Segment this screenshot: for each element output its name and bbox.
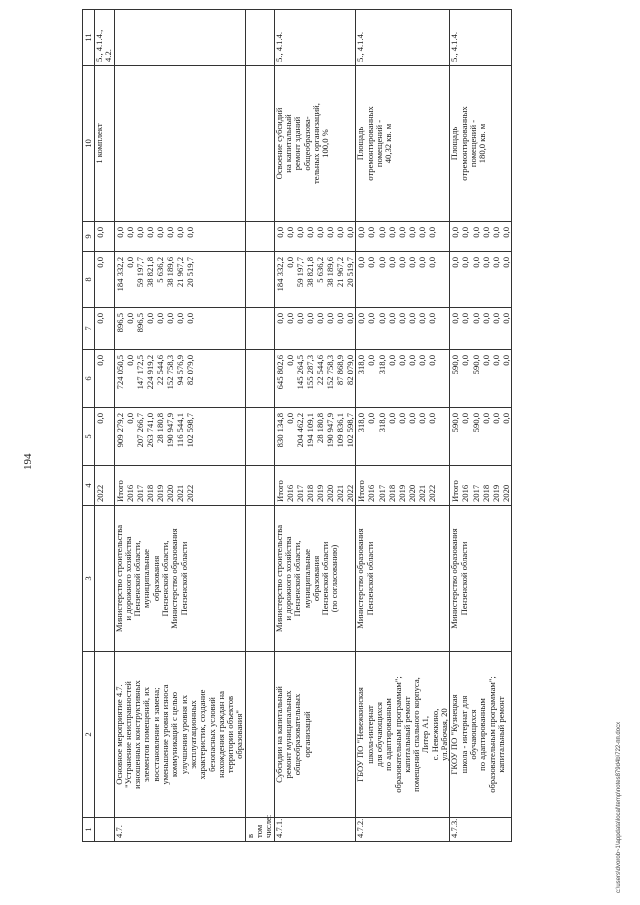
amount-cell-c7-value: 0,0 (315, 313, 326, 324)
indicator-cell: Освоение субсидий на капитальный ремонт зданий общеобразова- тельных организаций, 100,0 % (274, 66, 356, 222)
executor-cell: Министерство образования Пензенской области (356, 506, 450, 652)
continuation-row (95, 10, 115, 842)
amount-cell-c9 (450, 222, 512, 252)
amount-cell-c6-value: 145 264,5 (294, 355, 305, 390)
amount-cell-c9-value: 0,0 (294, 227, 305, 238)
year-cell-value: 2017 (134, 484, 145, 502)
header-cell-2: 2 (83, 652, 95, 818)
amount-cell-c9-value: 0,0 (284, 227, 295, 238)
indicator-cell: 1 комплект (95, 66, 115, 222)
header-cell-5: 5 (83, 408, 95, 466)
year-cell-value: 2022 (185, 484, 196, 502)
amount-cell-c5-value: 0,0 (124, 413, 135, 424)
amount-cell-c9-value: 0,0 (490, 227, 501, 238)
amount-cell-c9 (95, 222, 115, 252)
year-cell-value: 2018 (386, 484, 397, 502)
year-cell-value: 2021 (335, 484, 346, 502)
amount-cell-c7-value: 0,0 (356, 313, 367, 324)
program-table (82, 9, 512, 842)
amount-cell-c8-value: 38 821,8 (304, 257, 315, 288)
amount-cell-c9 (356, 222, 450, 252)
row-number: в том числе: (245, 818, 274, 842)
year-cell-value: 2022 (95, 484, 105, 502)
amount-cell-c8-value: 0,0 (366, 257, 377, 268)
amount-cell-c7-value: 0,0 (386, 313, 397, 324)
year-cell-value: 2018 (304, 484, 315, 502)
year-cell-value: 2016 (366, 484, 377, 502)
amount-cell-c9-value: 0,0 (325, 227, 336, 238)
empty-cell (95, 506, 115, 652)
amount-cell-c8 (245, 252, 274, 308)
amount-cell-c7 (274, 308, 356, 350)
amount-cell-c8 (450, 252, 512, 308)
year-cell (356, 466, 450, 506)
amount-cell-c6-value: 22 544,6 (154, 355, 165, 386)
year-cell-value: 2020 (325, 484, 336, 502)
amount-cell-c9-value: 0,0 (376, 227, 387, 238)
amount-cell-c7-value: 0,0 (165, 313, 176, 324)
amount-cell-c9-value: 0,0 (165, 227, 176, 238)
amount-cell-c5-value: 190 947,9 (325, 413, 336, 448)
amount-cell-c6-value: 0,0 (427, 355, 438, 366)
amount-cell-c5-value: 116 544,1 (175, 413, 186, 448)
amount-cell-c7-value: 0,0 (144, 313, 155, 324)
year-cell (274, 466, 356, 506)
executor-cell: Министерство образования Пензенской области (450, 506, 512, 652)
amount-cell-c7 (450, 308, 512, 350)
amount-cell-c7-value: 0,0 (416, 313, 427, 324)
year-cell-value: 2019 (490, 484, 501, 502)
amount-cell-c8-value: 20 519,7 (185, 257, 196, 288)
amount-cell-c6-value: 87 868,9 (335, 355, 346, 386)
amount-cell-c6-value: 318,0 (356, 355, 367, 375)
empty-cell (95, 818, 115, 842)
table-row (245, 10, 274, 842)
amount-cell-c5 (114, 408, 245, 466)
amount-cell-c8-value: 0,0 (95, 257, 105, 268)
amount-cell-c5 (245, 408, 274, 466)
amount-cell-c9-value: 0,0 (134, 227, 145, 238)
amount-cell-c7 (245, 308, 274, 350)
amount-cell-c9-value: 0,0 (470, 227, 481, 238)
amount-cell-c9-value: 0,0 (154, 227, 165, 238)
amount-cell-c8-value: 0,0 (406, 257, 417, 268)
amount-cell-c7-value: 0,0 (376, 313, 387, 324)
amount-cell-c7-value: 0,0 (325, 313, 336, 324)
amount-cell-c9-value: 0,0 (175, 227, 186, 238)
amount-cell-c5-value: 0,0 (406, 413, 417, 424)
year-cell-value: Итого (274, 480, 285, 502)
row-number: 4.7.2. (356, 818, 450, 842)
row-number: 4.7.3. (450, 818, 512, 842)
amount-cell-c9-value: 0,0 (114, 227, 125, 238)
amount-cell-c8 (95, 252, 115, 308)
amount-cell-c7-value: 0,0 (345, 313, 356, 324)
header-cell-7: 7 (83, 308, 95, 350)
amount-cell-c8-value: 0,0 (427, 257, 438, 268)
reference-cell: 5., 4.1.4. (356, 10, 450, 66)
amount-cell-c9-value: 0,0 (144, 227, 155, 238)
measure-name: ГБОУ ПО "Невежкинская школа-интернат для обучающихся по адаптированным образовательным программам"; капитальный ремонт помещений спального корпуса, Литер А1, с. Невежкино, ул.Рабочая, 20 (356, 652, 450, 818)
amount-cell-c7 (114, 308, 245, 350)
amount-cell-c6-value: 318,0 (376, 355, 387, 375)
amount-cell-c5-value: 0,0 (386, 413, 397, 424)
indicator-cell: Площадь отремонтированных помещений - 180,0 кв. м (450, 66, 512, 222)
amount-cell-c6-value: 152 758,3 (165, 355, 176, 390)
amount-cell-c9-value: 0,0 (95, 227, 105, 238)
amount-cell-c8-value: 0,0 (480, 257, 491, 268)
amount-cell-c8-value: 0,0 (416, 257, 427, 268)
amount-cell-c8 (274, 252, 356, 308)
amount-cell-c8-value: 0,0 (386, 257, 397, 268)
amount-cell-c8-value: 184 332,2 (274, 257, 285, 292)
amount-cell-c8-value: 0,0 (356, 257, 367, 268)
year-cell-value: 2020 (406, 484, 417, 502)
measure-name: Субсидии на капитальный ремонт муниципальных общеобразовательных организаций (274, 652, 356, 818)
amount-cell-c6 (274, 350, 356, 408)
year-cell (245, 466, 274, 506)
amount-cell-c6 (356, 350, 450, 408)
amount-cell-c9-value: 0,0 (416, 227, 427, 238)
amount-cell-c5 (450, 408, 512, 466)
amount-cell-c9-value: 0,0 (315, 227, 326, 238)
amount-cell-c6 (450, 350, 512, 408)
header-cell-4: 4 (83, 466, 95, 506)
amount-cell-c9-value: 0,0 (396, 227, 407, 238)
amount-cell-c7-value: 0,0 (95, 313, 105, 324)
amount-cell-c6 (245, 350, 274, 408)
amount-cell-c9-value: 0,0 (345, 227, 356, 238)
amount-cell-c9-value: 0,0 (427, 227, 438, 238)
amount-cell-c5-value: 102 598,7 (185, 413, 196, 448)
amount-cell-c8-value: 0,0 (450, 257, 461, 268)
year-cell-value: 2021 (175, 484, 186, 502)
amount-cell-c6-value: 0,0 (406, 355, 417, 366)
page-number: 194 (22, 453, 34, 470)
indicator-cell: Площадь отремонтированных помещений - 40,32 кв. м (356, 66, 450, 222)
amount-cell-c7-value: 0,0 (470, 313, 481, 324)
empty-cell (95, 652, 115, 818)
amount-cell-c5-value: 0,0 (500, 413, 511, 424)
year-cell-value: 2020 (165, 484, 176, 502)
amount-cell-c9-value: 0,0 (356, 227, 367, 238)
amount-cell-c9-value: 0,0 (450, 227, 461, 238)
year-cell-value: Итого (450, 480, 461, 502)
amount-cell-c6-value: 82 079,0 (185, 355, 196, 386)
header-row (83, 10, 95, 842)
amount-cell-c9-value: 0,0 (366, 227, 377, 238)
reference-cell: 5., 4.1.4. (274, 10, 356, 66)
amount-cell-c7-value: 0,0 (124, 313, 135, 324)
amount-cell-c8-value: 0,0 (460, 257, 471, 268)
amount-cell-c9-value: 0,0 (274, 227, 285, 238)
amount-cell-c6 (95, 350, 115, 408)
amount-cell-c7-value: 0,0 (500, 313, 511, 324)
amount-cell-c6-value: 0,0 (366, 355, 377, 366)
year-cell-value: 2016 (284, 484, 295, 502)
amount-cell-c5-value: 0,0 (416, 413, 427, 424)
amount-cell-c6-value: 224 919,2 (144, 355, 155, 390)
amount-cell-c7-value: 0,0 (396, 313, 407, 324)
table-row (450, 10, 512, 842)
amount-cell-c5-value: 0,0 (95, 413, 105, 424)
amount-cell-c6 (114, 350, 245, 408)
year-cell-value: 2022 (345, 484, 356, 502)
amount-cell-c8 (356, 252, 450, 308)
amount-cell-c7-value: 0,0 (175, 313, 186, 324)
amount-cell-c6-value: 645 802,6 (274, 355, 285, 390)
measure-name: ГКОУ ПО "Кузнецкая школа - интернат для обучающихся по адаптированным образовательным программам"; капитальный ремонт (450, 652, 512, 818)
measure-name (245, 652, 274, 818)
amount-cell-c5-value: 830 134,8 (274, 413, 285, 448)
header-cell-3: 3 (83, 506, 95, 652)
amount-cell-c7-value: 0,0 (335, 313, 346, 324)
amount-cell-c5-value: 194 109,1 (304, 413, 315, 448)
amount-cell-c6-value: 152 758,3 (325, 355, 336, 390)
amount-cell-c6-value: 147 172,5 (134, 355, 145, 390)
amount-cell-c5-value: 0,0 (284, 413, 295, 424)
amount-cell-c7-value: 0,0 (480, 313, 491, 324)
year-cell-value: 2020 (500, 484, 511, 502)
rotated-table-container (82, 10, 637, 842)
amount-cell-c6-value: 0,0 (95, 355, 105, 366)
amount-cell-c6-value: 0,0 (480, 355, 491, 366)
header-cell-9: 9 (83, 222, 95, 252)
amount-cell-c5-value: 0,0 (396, 413, 407, 424)
header-cell-8: 8 (83, 252, 95, 308)
amount-cell-c8-value: 0,0 (376, 257, 387, 268)
amount-cell-c8-value: 0,0 (284, 257, 295, 268)
amount-cell-c9-value: 0,0 (386, 227, 397, 238)
year-cell (450, 466, 512, 506)
amount-cell-c8-value: 21 967,2 (335, 257, 346, 288)
amount-cell-c7 (95, 308, 115, 350)
amount-cell-c7-value: 0,0 (304, 313, 315, 324)
amount-cell-c5 (95, 408, 115, 466)
amount-cell-c6-value: 590,0 (470, 355, 481, 375)
amount-cell-c7-value: 0,0 (450, 313, 461, 324)
amount-cell-c7 (356, 308, 450, 350)
amount-cell-c5 (356, 408, 450, 466)
year-cell-value: 2019 (154, 484, 165, 502)
row-number: 4.7.1. (274, 818, 356, 842)
amount-cell-c5-value: 0,0 (490, 413, 501, 424)
amount-cell-c8-value: 0,0 (470, 257, 481, 268)
amount-cell-c7-value: 896,5 (114, 313, 125, 333)
amount-cell-c9 (274, 222, 356, 252)
year-cell-value: 2017 (470, 484, 481, 502)
amount-cell-c5-value: 0,0 (427, 413, 438, 424)
year-cell-value: Итого (356, 480, 367, 502)
amount-cell-c6-value: 724 050,5 (114, 355, 125, 390)
amount-cell-c7-value: 0,0 (274, 313, 285, 324)
header-cell-6: 6 (83, 350, 95, 408)
amount-cell-c8-value: 20 519,7 (345, 257, 356, 288)
amount-cell-c6-value: 94 576,9 (175, 355, 186, 386)
amount-cell-c9-value: 0,0 (480, 227, 491, 238)
amount-cell-c9-value: 0,0 (460, 227, 471, 238)
amount-cell-c6-value: 0,0 (500, 355, 511, 366)
amount-cell-c7-value: 0,0 (406, 313, 417, 324)
year-cell-value: 2016 (124, 484, 135, 502)
amount-cell-c9 (245, 222, 274, 252)
year-cell (114, 466, 245, 506)
amount-cell-c5-value: 109 836,1 (335, 413, 346, 448)
amount-cell-c6-value: 0,0 (124, 355, 135, 366)
amount-cell-c5-value: 204 462,2 (294, 413, 305, 448)
amount-cell-c7-value: 0,0 (366, 313, 377, 324)
amount-cell-c8-value: 184 332,2 (114, 257, 125, 292)
year-cell-value: 2019 (396, 484, 407, 502)
year-cell-value: Итого (114, 480, 125, 502)
amount-cell-c5-value: 190 947,9 (165, 413, 176, 448)
amount-cell-c8 (114, 252, 245, 308)
amount-cell-c9-value: 0,0 (185, 227, 196, 238)
amount-cell-c8-value: 59 197,7 (294, 257, 305, 288)
amount-cell-c6-value: 0,0 (416, 355, 427, 366)
reference-cell (245, 10, 274, 66)
amount-cell-c6-value: 0,0 (460, 355, 471, 366)
amount-cell-c6-value: 0,0 (396, 355, 407, 366)
row-number: 4.7. (114, 818, 245, 842)
year-cell-value: 2016 (460, 484, 471, 502)
amount-cell-c8-value: 59 197,7 (134, 257, 145, 288)
amount-cell-c7-value: 0,0 (460, 313, 471, 324)
amount-cell-c5-value: 909 279,2 (114, 413, 125, 448)
amount-cell-c8-value: 38 821,8 (144, 257, 155, 288)
year-cell-value: 2017 (376, 484, 387, 502)
year-cell-value: 2019 (315, 484, 326, 502)
executor-cell: Министерство строительства и дорожного хозяйства Пензенской области, муниципальные образования Пензенской области, Министерство образования Пензенской области (114, 506, 245, 652)
amount-cell-c5-value: 318,0 (376, 413, 387, 433)
amount-cell-c9 (114, 222, 245, 252)
amount-cell-c5 (274, 408, 356, 466)
footer-file-path: c:\users\dvorob~1\appdata\local\temp\notes879d4b\722-пп.docx (616, 721, 622, 893)
year-cell-value: 2021 (416, 484, 427, 502)
amount-cell-c6-value: 82 079,0 (345, 355, 356, 386)
amount-cell-c7-value: 0,0 (294, 313, 305, 324)
amount-cell-c6-value: 590,0 (450, 355, 461, 375)
year-cell (95, 466, 115, 506)
amount-cell-c8-value: 21 967,2 (175, 257, 186, 288)
measure-name: Основное мероприятие 4.7. "Устранение неисправностей изношенных конструктивных элементов помещений, их восстановление и замена; уменьшение уровня износа коммуникаций с целью улучшения уровня их эксплуатационных характеристик, создание безопасных условий нахождения граждан на территории объектов образования" (114, 652, 245, 818)
amount-cell-c8-value: 0,0 (500, 257, 511, 268)
amount-cell-c7-value: 0,0 (154, 313, 165, 324)
amount-cell-c5-value: 0,0 (460, 413, 471, 424)
amount-cell-c5-value: 28 180,8 (315, 413, 326, 444)
amount-cell-c6-value: 155 287,3 (304, 355, 315, 390)
amount-cell-c7-value: 0,0 (284, 313, 295, 324)
amount-cell-c8-value: 5 636,2 (154, 257, 165, 283)
year-cell-value: 2018 (144, 484, 155, 502)
amount-cell-c8-value: 0,0 (124, 257, 135, 268)
amount-cell-c8-value: 38 189,6 (325, 257, 336, 288)
reference-cell: 5., 4.1.4. (450, 10, 512, 66)
header-cell-10: 10 (83, 66, 95, 222)
amount-cell-c5-value: 0,0 (480, 413, 491, 424)
amount-cell-c8-value: 5 636,2 (315, 257, 326, 283)
indicator-cell (114, 66, 245, 222)
amount-cell-c6-value: 0,0 (490, 355, 501, 366)
year-cell-value: 2017 (294, 484, 305, 502)
amount-cell-c5-value: 590,0 (470, 413, 481, 433)
executor-cell: Министерство строительства и дорожного хозяйства Пензенской области, муниципальные образования Пензенской области (по согласованию) (274, 506, 356, 652)
year-cell-value: 2018 (480, 484, 491, 502)
header-cell-1: 1 (83, 818, 95, 842)
table-row (114, 10, 245, 842)
amount-cell-c9-value: 0,0 (406, 227, 417, 238)
amount-cell-c9-value: 0,0 (124, 227, 135, 238)
amount-cell-c5-value: 318,0 (356, 413, 367, 433)
reference-cell (114, 10, 245, 66)
reference-cell: 5., 4.1.4., 4.2. (95, 10, 115, 66)
executor-cell (245, 506, 274, 652)
year-cell-value: 2022 (427, 484, 438, 502)
amount-cell-c6-value: 0,0 (386, 355, 397, 366)
amount-cell-c5-value: 102 598,7 (345, 413, 356, 448)
amount-cell-c5-value: 0,0 (366, 413, 377, 424)
table-row (274, 10, 356, 842)
amount-cell-c7-value: 0,0 (427, 313, 438, 324)
amount-cell-c6-value: 22 544,6 (315, 355, 326, 386)
amount-cell-c7-value: 0,0 (185, 313, 196, 324)
amount-cell-c6-value: 0,0 (284, 355, 295, 366)
amount-cell-c7-value: 0,0 (490, 313, 501, 324)
header-cell-11: 11 (83, 10, 95, 66)
indicator-cell (245, 66, 274, 222)
amount-cell-c8-value: 0,0 (396, 257, 407, 268)
table-row (356, 10, 450, 842)
amount-cell-c5-value: 263 741,0 (144, 413, 155, 448)
amount-cell-c5-value: 590,0 (450, 413, 461, 433)
amount-cell-c8-value: 38 189,6 (165, 257, 176, 288)
amount-cell-c9-value: 0,0 (304, 227, 315, 238)
amount-cell-c9-value: 0,0 (335, 227, 346, 238)
amount-cell-c5-value: 28 180,8 (154, 413, 165, 444)
amount-cell-c7-value: 896,5 (134, 313, 145, 333)
amount-cell-c9-value: 0,0 (500, 227, 511, 238)
amount-cell-c8-value: 0,0 (490, 257, 501, 268)
amount-cell-c5-value: 207 266,7 (134, 413, 145, 448)
